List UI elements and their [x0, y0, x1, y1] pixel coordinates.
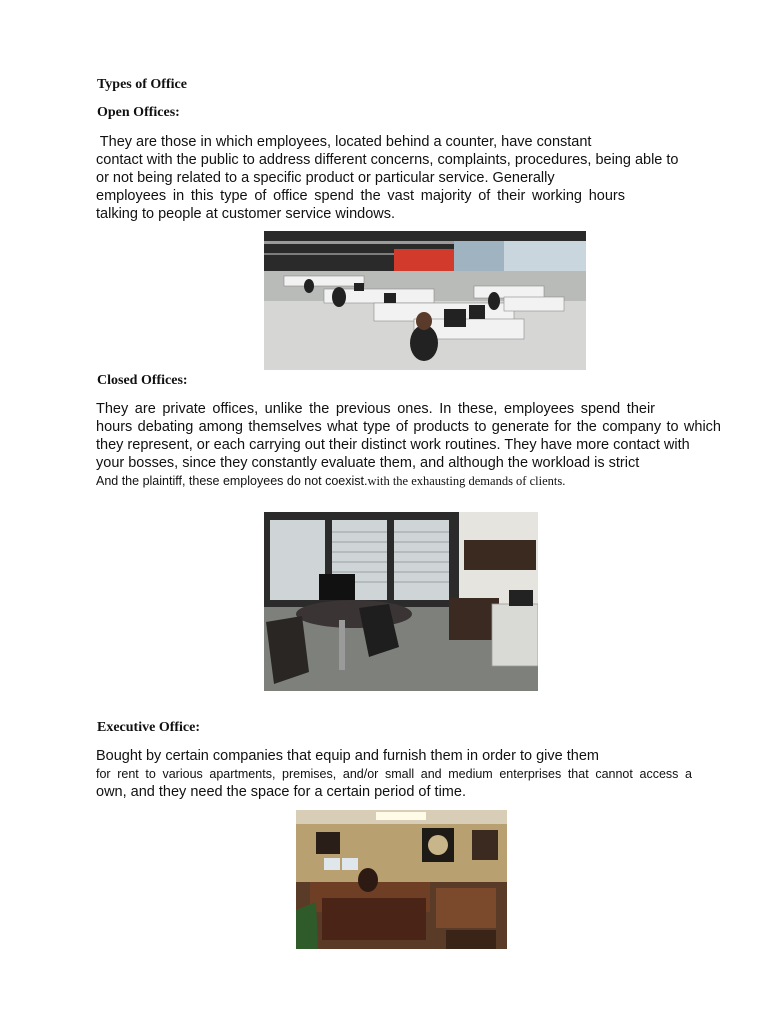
text-line: own, and they need the space for a certain period of time.: [96, 784, 466, 800]
closed-office-photo: [264, 512, 538, 691]
text-fragment: And the plaintiff, these employees do not coexist.: [96, 474, 368, 488]
document-title: Types of Office: [97, 77, 187, 92]
open-office-photo: [264, 231, 586, 370]
text-line: contact with the public to address different concerns, complaints, procedures, being able to: [96, 152, 679, 168]
text-line: or not being related to a specific product or particular service. Generally: [96, 170, 555, 186]
text-line: Bought by certain companies that equip and furnish them in order to give them: [96, 748, 599, 764]
text-line: your bosses, since they constantly evaluate them, and although the workload is strict: [96, 455, 640, 471]
executive-office-photo: [296, 810, 507, 949]
text-line: employees in this type of office spend the vast majority of their working hours: [96, 188, 625, 204]
executive-office-paragraph: [96, 747, 696, 801]
text-fragment: with the exhausting demands of clients.: [367, 474, 566, 488]
text-line: for rent to various apartments, premises, and/or small and medium enterprises that cannot access a: [96, 767, 692, 781]
open-offices-heading: Open Offices:: [97, 105, 180, 120]
closed-offices-paragraph: [96, 400, 726, 490]
text-line: [96, 472, 726, 490]
closed-offices-heading: Closed Offices:: [97, 373, 188, 388]
text-line: they represent, or each carrying out their distinct work routines. They have more contact with: [96, 437, 690, 453]
text-line: talking to people at customer service windows.: [96, 206, 396, 222]
text-line: They are private offices, unlike the previous ones. In these, employees spend their: [96, 401, 655, 417]
text-line: They are those in which employees, located behind a counter, have constant: [96, 134, 592, 150]
text-line: hours debating among themselves what type of products to generate for the company to which: [96, 419, 721, 435]
executive-office-heading: Executive Office:: [97, 720, 201, 735]
open-offices-paragraph: [96, 133, 696, 223]
